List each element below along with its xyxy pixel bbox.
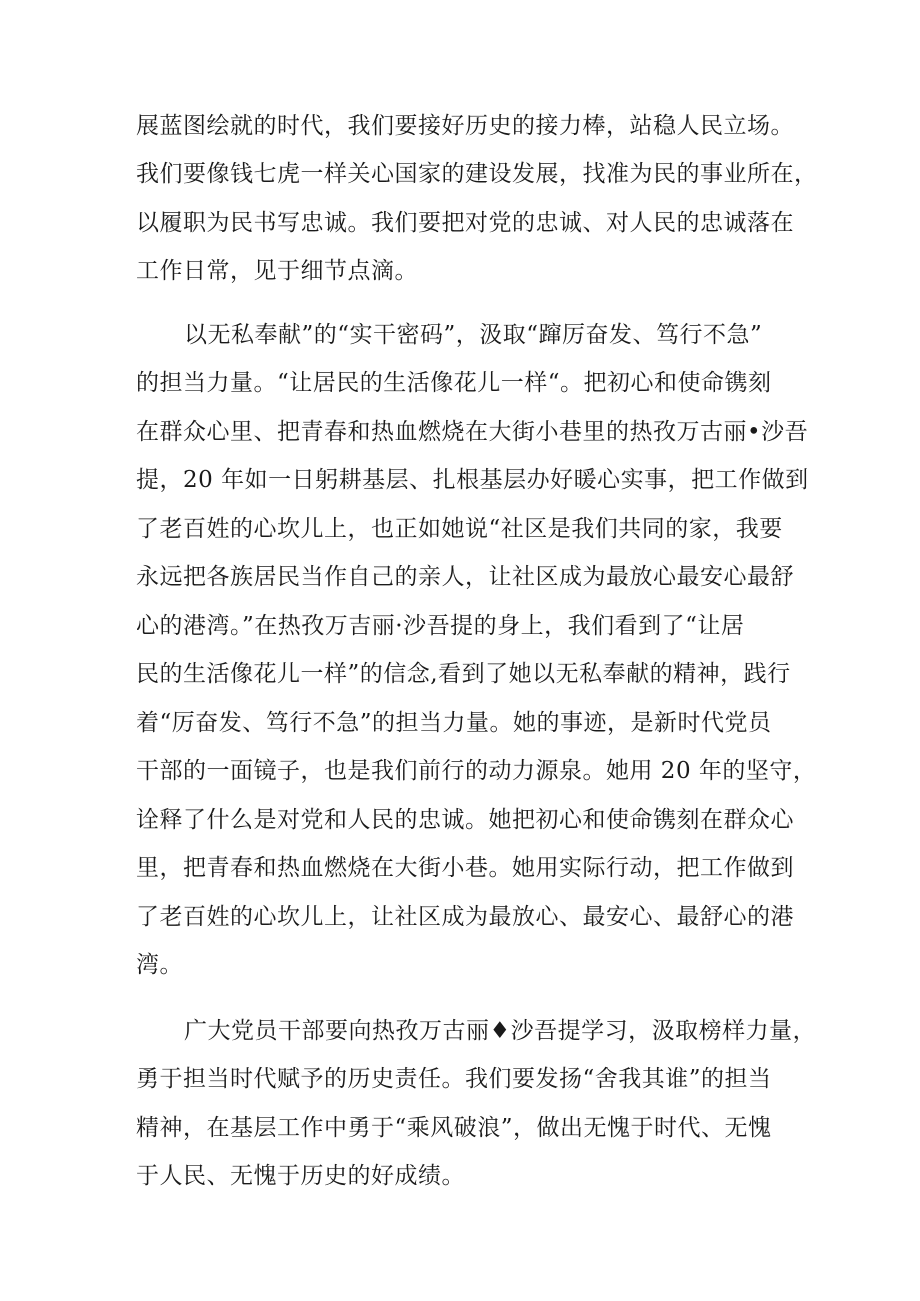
paragraph-1-line-2: 我们要像钱七虎一样关心国家的建设发展，找准为民的事业所在， <box>136 161 818 187</box>
paragraph-2-line-12: 里，把青春和热血燃烧在大街小巷。她用实际行动，把工作做到 <box>136 855 794 881</box>
paragraph-2-line-1: 以无私奉献”的“实干密码”，汲取“蹿厉奋发、笃行不急” <box>184 322 763 348</box>
paragraph-2-line-7: 心的港湾。”在热孜万吉丽·沙吾提的身上，我们看到了“让居 <box>136 613 745 639</box>
paragraph-2-line-11: 诠释了什么是对党和人民的忠诚。她把初心和使命镌刻在群众心 <box>136 807 794 833</box>
paragraph-2-line-8: 民的生活像花儿一样”的信念,看到了她以无私奉献的精神，践行 <box>136 661 791 687</box>
paragraph-3-line-3: 精神，在基层工作中勇于“乘风破浪”，做出无愧于时代、无愧 <box>136 1115 772 1141</box>
paragraph-2-line-6: 永远把各族居民当作自己的亲人，让社区成为最放心最安心最舒 <box>136 564 794 590</box>
paragraph-2-line-4: 提，20 年如一日躬耕基层、扎根基层办好暖心实事，把工作做到 <box>136 467 809 493</box>
paragraph-3-line-2: 勇于担当时代赋予的历史责任。我们要发扬“舍我其谁”的担当 <box>136 1066 772 1092</box>
paragraph-2-line-3: 在群众心里、把青春和热血燃烧在大街小巷里的热孜万古丽•沙吾 <box>136 419 809 445</box>
paragraph-2-line-10: 干部的一面镜子，也是我们前行的动力源泉。她用 20 年的坚守， <box>136 758 817 784</box>
paragraph-2-line-14: 湾。 <box>136 952 183 978</box>
paragraph-2-line-5: 了老百姓的心坎儿上，也正如她说“社区是我们共同的家，我要 <box>136 516 783 542</box>
paragraph-1-line-3: 以履职为民书写忠诚。我们要把对党的忠诚、对人民的忠诚落在 <box>136 210 794 236</box>
paragraph-3-line-1: 广大党员干部要向热孜万古丽♦沙吾提学习，汲取榜样力量， <box>184 1018 817 1044</box>
paragraph-1-line-1: 展蓝图绘就的时代，我们要接好历史的接力棒，站稳人民立场。 <box>136 113 794 139</box>
paragraph-2-line-9: 着“厉奋发、笃行不急”的担当力量。她的事迹，是新时代党员 <box>136 710 772 736</box>
paragraph-1-line-4: 工作日常，见于细节点滴。 <box>136 258 418 284</box>
paragraph-2-line-13: 了老百姓的心坎儿上，让社区成为最放心、最安心、最舒心的港 <box>136 904 794 930</box>
paragraph-3-line-4: 于人民、无愧于历史的好成绩。 <box>136 1163 465 1189</box>
paragraph-2-line-2: 的担当力量。“让居民的生活像花儿一样“。把初心和使命镌刻 <box>136 370 772 396</box>
